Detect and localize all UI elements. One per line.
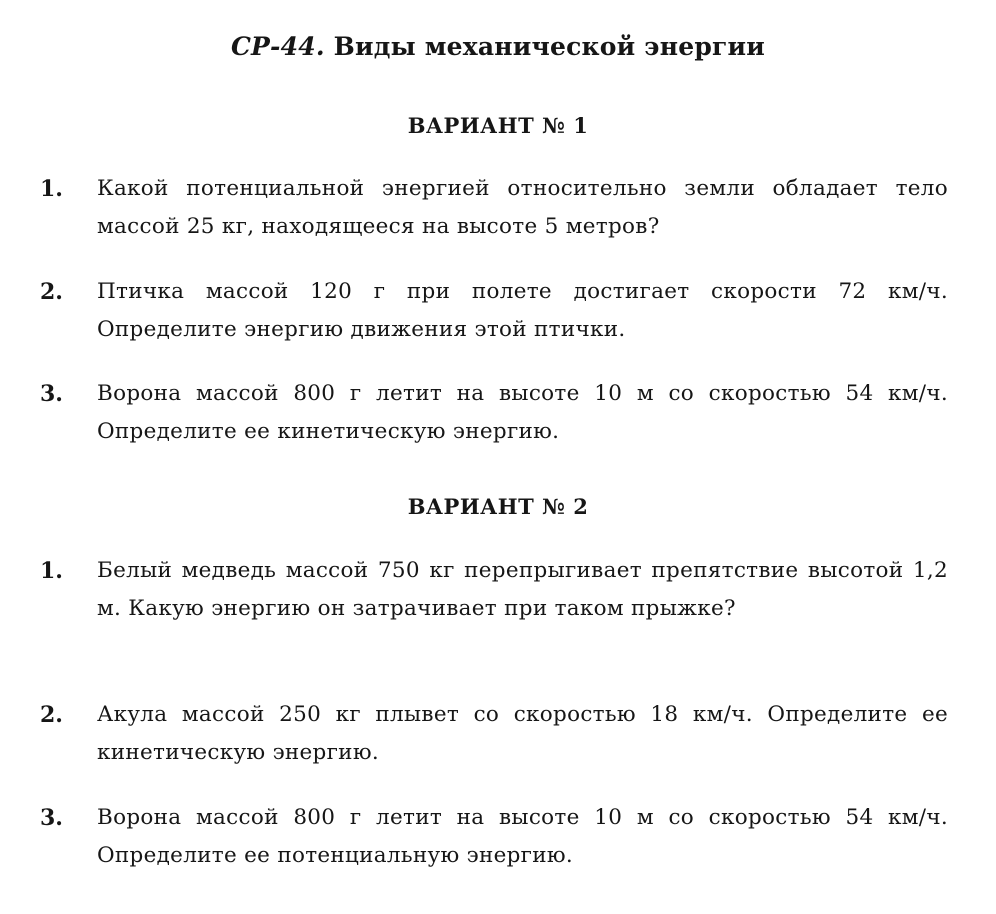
task-text: Акула массой 250 кг плывет со скоростью 18 км/ч. Определите ее кинетическую энергию. [97,702,948,765]
task-number: 2. [40,279,63,305]
task-number: 3. [40,805,63,831]
task-text: Ворона массой 800 г летит на высоте 10 м со скоростью 54 км/ч. Определите ее потенциальную энергию. [97,805,948,868]
page-title [0,32,996,61]
task-text: Какой потенциальной энергией относительно земли обладает тело массой 25 кг, находящееся на высоте 5 метров? [97,176,948,239]
worksheet-code: СР-44. [230,32,325,61]
variant-1-heading: ВАРИАНТ № 1 [407,113,589,138]
task-number: 1. [40,176,63,202]
task-text: Белый медведь массой 750 кг перепрыгивает препятствие высотой 1,2 м. Какую энергию он затрачивает при таком прыжке? [97,558,948,621]
worksheet-title: Виды механической энергии [333,32,766,61]
task-number: 3. [40,381,63,407]
task-number: 2. [40,702,63,728]
task-text: Ворона массой 800 г летит на высоте 10 м со скоростью 54 км/ч. Определите ее кинетическую энергию. [97,381,948,444]
task-text: Птичка массой 120 г при полете достигает скорости 72 км/ч. Определите энергию движения этой птички. [97,279,948,342]
task-number: 1. [40,558,63,584]
variant-2-heading: ВАРИАНТ № 2 [407,494,589,519]
